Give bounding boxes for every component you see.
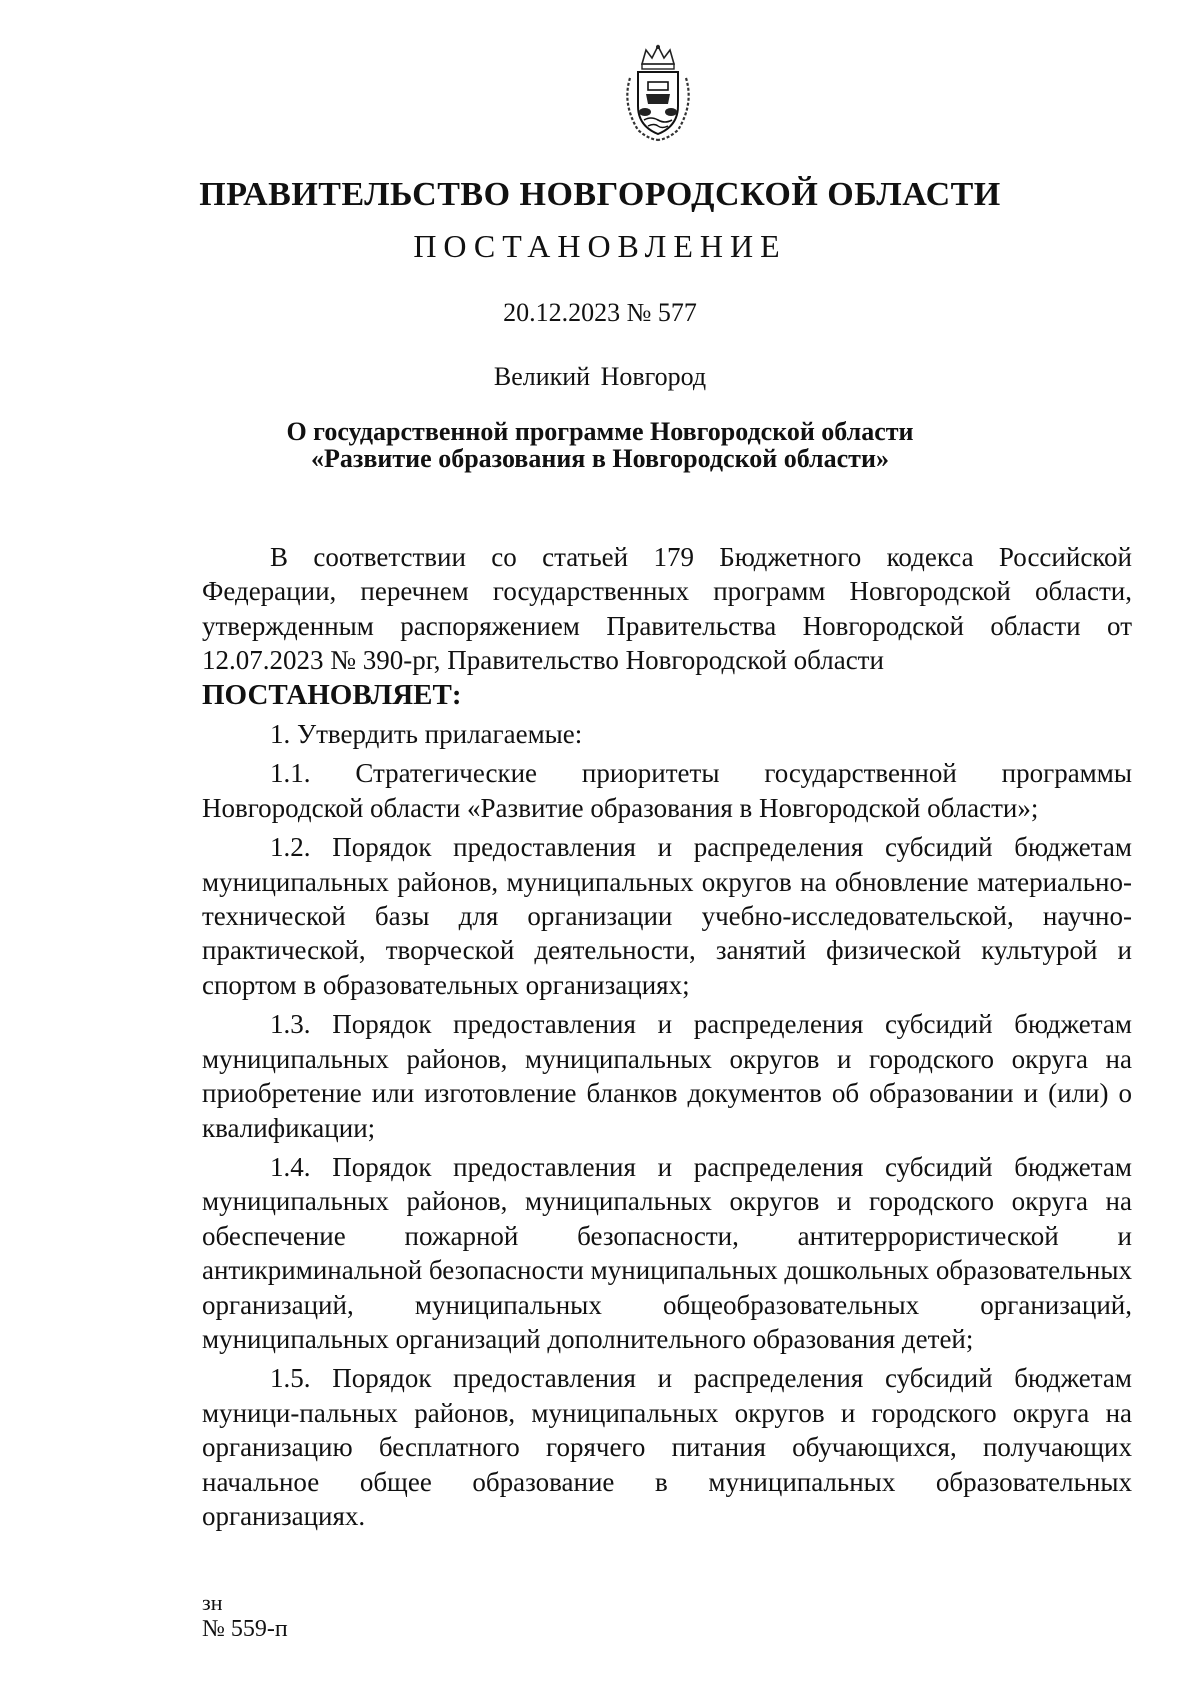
item-1-4: 1.4. Порядок предоставления и распределения субсидий бюджетам муниципальных районов, муниципальных округов и городского округа на обеспечение пожарной безопасности, антитеррористической и антикриминальной безопасности муниципальных дошкольных образовательных организаций, муниципальных общеобразовательных организаций, муниципальных организаций дополнительного образования детей;: [202, 1151, 1132, 1354]
document-date-number: 20.12.2023 № 577: [503, 298, 697, 327]
decree-word: ПОСТАНОВЛЯЕТ:: [202, 678, 462, 711]
document-body: [202, 540, 1132, 1533]
item-1-5: 1.5. Порядок предоставления и распределения субсидий бюджетам муници-пальных районов, муниципальных округов и городского округа на организацию бесплатного горячего питания обучающихся, получающих начальное общее образование в муниципальных образовательных организациях.: [202, 1363, 1132, 1531]
item-1-1: 1.1. Стратегические приоритеты государственной программы Новгородской области «Развитие образования в Новгородской области»;: [202, 758, 1132, 823]
subject-line-2: «Развитие образования в Новгородской области»: [311, 444, 889, 473]
internal-reference-number: № 559-п: [202, 1616, 288, 1642]
executor-initials: зн: [202, 1590, 223, 1615]
government-title: ПРАВИТЕЛЬСТВО НОВГОРОДСКОЙ ОБЛАСТИ: [199, 176, 1001, 213]
footer-note: [202, 1590, 288, 1642]
regional-coat-of-arms-emblem: [616, 44, 700, 144]
item-1: 1. Утвердить прилагаемые:: [270, 719, 583, 750]
document-city: Великий Новгород: [493, 362, 707, 391]
item-1-2: 1.2. Порядок предоставления и распределения субсидий бюджетам муниципальных районов, муниципальных округов на обновление материально-технической базы для организации учебно-исследовательской, научно-практической, творческой деятельности, занятий физической культурой и спортом в образовательных организациях;: [202, 832, 1132, 1000]
preamble-text: В соответствии со статьей 179 Бюджетного кодекса Российской Федерации, перечнем государственных программ Новгородской области, утвержденным распоряжением Правительства Новгородской области от 12.07.2023 № 390-рг, Правительство Новгородской области: [202, 542, 1132, 676]
preamble-paragraph: [202, 540, 1132, 712]
document-subject: [0, 418, 1200, 472]
document-type: ПОСТАНОВЛЕНИЕ: [413, 228, 787, 264]
subject-line-1: О государственной программе Новгородской области: [286, 417, 914, 446]
item-1-3: 1.3. Порядок предоставления и распределения субсидий бюджетам муниципальных районов, муниципальных округов и городского округа на приобретение или изготовление бланков документов об образовании и (или) о квалификации;: [202, 1009, 1132, 1143]
